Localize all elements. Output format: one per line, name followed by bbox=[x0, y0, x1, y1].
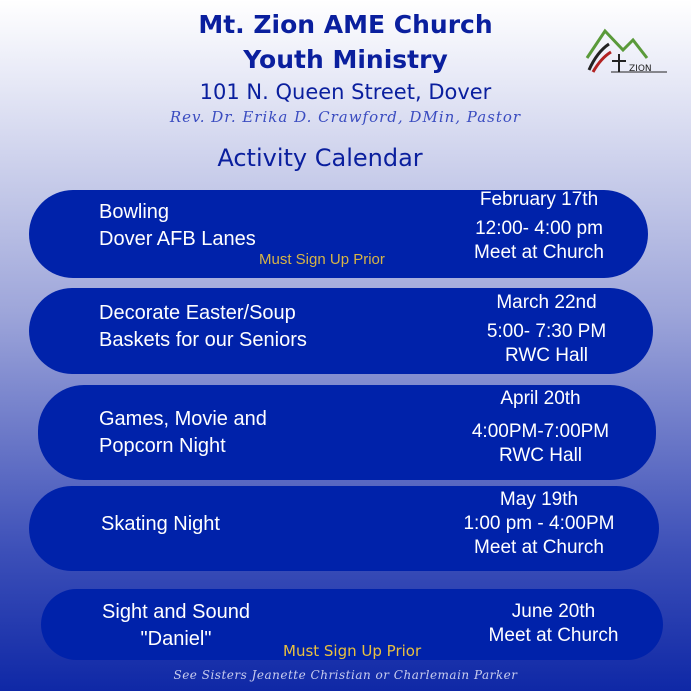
event-date: February 17th bbox=[479, 189, 599, 210]
event-card-easter-baskets bbox=[29, 288, 653, 374]
event-name: Games, Movie and bbox=[99, 408, 267, 430]
ministry-name: Youth Ministry bbox=[243, 45, 448, 74]
event-location: RWC Hall bbox=[504, 345, 589, 366]
contact-footer: See Sisters Jeanette Christian or Charlemain Parker bbox=[173, 668, 518, 682]
event-name: Skating Night bbox=[101, 513, 220, 535]
church-address: 101 N. Queen Street, Dover bbox=[199, 80, 492, 104]
event-card-games-movie bbox=[38, 385, 656, 480]
event-card-bowling bbox=[29, 190, 648, 278]
event-time: 4:00PM-7:00PM bbox=[471, 421, 610, 442]
pastor-line: Rev. Dr. Erika D. Crawford, DMin, Pastor bbox=[169, 108, 522, 126]
event-date: April 20th bbox=[500, 388, 581, 409]
signup-note: Must Sign Up Prior bbox=[259, 251, 385, 268]
event-date: March 22nd bbox=[496, 292, 597, 313]
event-date: June 20th bbox=[511, 601, 596, 622]
event-location: Meet at Church bbox=[474, 537, 604, 558]
event-date: May 19th bbox=[499, 489, 579, 510]
event-name: Sight and Sound bbox=[102, 601, 250, 623]
event-location: Meet at Church bbox=[488, 625, 619, 646]
event-name-line2: Baskets for our Seniors bbox=[99, 329, 307, 351]
event-location: Meet at Church bbox=[474, 242, 604, 263]
svg-text:ZION: ZION bbox=[629, 64, 652, 74]
signup-note-sight-and-sound: Must Sign Up Prior bbox=[283, 642, 422, 660]
event-time: 12:00- 4:00 pm bbox=[475, 218, 603, 239]
event-location: RWC Hall bbox=[498, 445, 583, 466]
event-name: Bowling bbox=[99, 201, 170, 223]
event-venue: Dover AFB Lanes bbox=[99, 228, 256, 250]
event-name-line2: Popcorn Night bbox=[99, 435, 226, 457]
calendar-title: Activity Calendar bbox=[217, 144, 423, 172]
event-name-line2: "Daniel" bbox=[140, 628, 212, 650]
event-time: 5:00- 7:30 PM bbox=[486, 321, 607, 342]
event-card-skating bbox=[29, 486, 659, 571]
event-time: 1:00 pm - 4:00PM bbox=[463, 513, 615, 534]
event-name: Decorate Easter/Soup bbox=[99, 302, 296, 324]
church-name: Mt. Zion AME Church bbox=[198, 10, 493, 39]
zion-logo-icon bbox=[585, 28, 670, 76]
